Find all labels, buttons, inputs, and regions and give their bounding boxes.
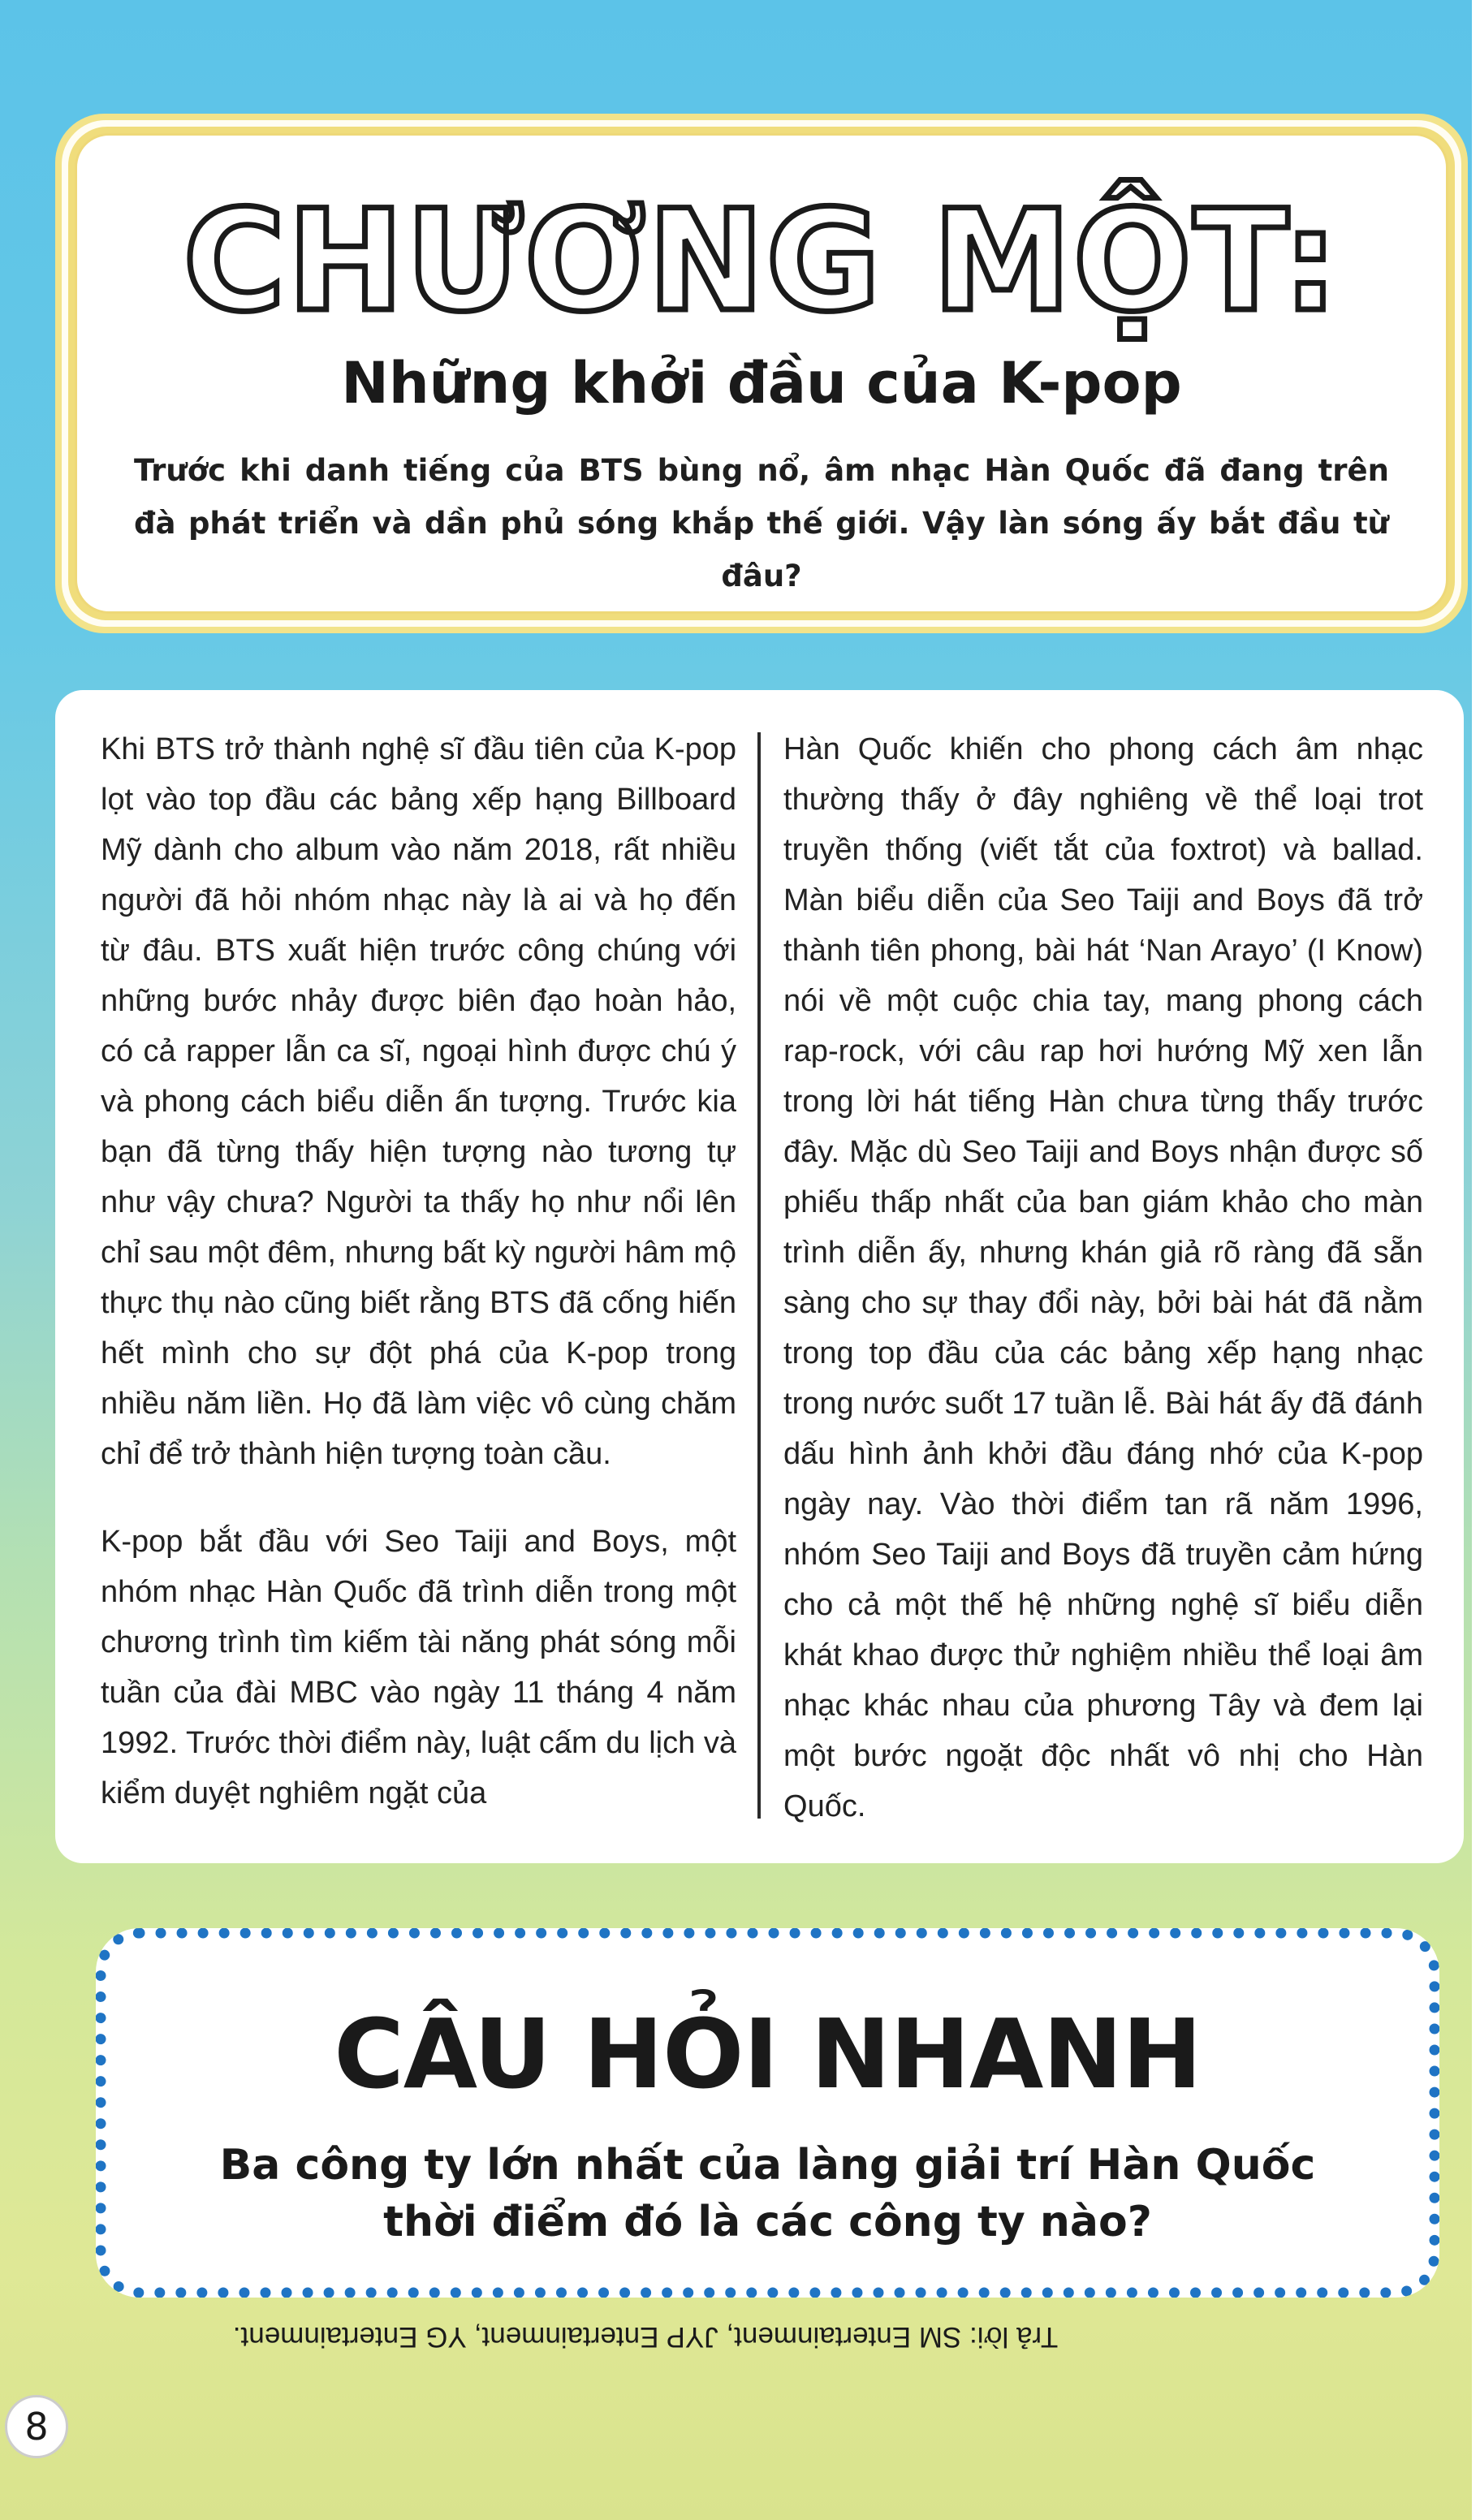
quiz-answer-upside-down: Trả lời: SM Entertainment, JYP Entertainment, YG Entertainment. — [232, 2321, 1059, 2353]
article-left-column — [101, 724, 757, 1863]
chapter-title: CHƯƠNG MỘT: — [183, 179, 1340, 343]
quiz-question-line: Ba công ty lớn nhất của làng giải trí Hàn Quốc — [219, 2140, 1316, 2190]
chapter-subtitle: Những khởi đầu của K-pop — [341, 350, 1182, 417]
chapter-header-box — [55, 114, 1468, 633]
quiz-title: CÂU HỎI NHANH — [334, 1998, 1202, 2110]
article-paragraph: Hàn Quốc khiến cho phong cách âm nhạc thường thấy ở đây nghiêng về thể loại trot truyền thống (viết tắt của foxtrot) và ballad. Màn biểu diễn của Seo Taiji and Boys đã trở thành tiên phong, bài hát ‘Nan Arayo’ (I Know) nói về một cuộc chia tay, mang phong cách rap-rock, với câu rap hơi hướng Mỹ xen lẫn trong lời hát tiếng Hàn chưa từng thấy trước đây. Mặc dù Seo Taiji and Boys nhận được số phiếu thấp nhất của ban giám khảo cho màn trình diễn ấy, nhưng khán giả rõ ràng đã sẵn sàng cho sự thay đổi này, bởi bài hát đã nằm trong top đầu của các bảng xếp hạng nhạc trong nước suốt 17 tuần lễ. Bài hát ấy đã đánh dấu hình ảnh khởi đầu đáng nhớ của K-pop ngày nay. Vào thời điểm tan rã năm 1996, nhóm Seo Taiji and Boys đã truyền cảm hứng cho cả một thế hệ những nghệ sĩ biểu diễn khát khao được thử nghiệm nhiều thể loại âm nhạc khác nhau của phương Tây và đem lại một bước ngoặt độc nhất vô nhị cho Hàn Quốc. — [783, 732, 1423, 1823]
article-paragraph: K-pop bắt đầu với Seo Taiji and Boys, một nhóm nhạc Hàn Quốc đã trình diễn trong một chương trình tìm kiếm tài năng phát sóng mỗi tuần của đài MBC vào ngày 11 tháng 4 năm 1992. Trước thời điểm này, luật cấm du lịch và kiểm duyệt nghiêm ngặt của — [101, 1525, 737, 1810]
chapter-intro: Trước khi danh tiếng của BTS bùng nổ, âm nhạc Hàn Quốc đã đang trên đà phát triển và dần phủ sóng khắp thế giới. Vậy làn sóng ấy bắt đầu từ đâu? — [134, 453, 1389, 593]
article-right-column — [761, 724, 1423, 1863]
page-number-badge: 8 — [5, 2395, 68, 2458]
page-edge — [1472, 0, 1480, 2520]
article-body — [55, 690, 1464, 1863]
quiz-question — [106, 2137, 1429, 2250]
article-paragraph: Khi BTS trở thành nghệ sĩ đầu tiên của K-pop lọt vào top đầu các bảng xếp hạng Billboard Mỹ dành cho album vào năm 2018, rất nhiều người đã hỏi nhóm nhạc này là ai và họ đến từ đâu. BTS xuất hiện trước công chúng với những bước nhảy được biên đạo hoàn hảo, có cả rapper lẫn ca sĩ, ngoại hình được chú ý và phong cách biểu diễn ấn tượng. Trước kia bạn đã từng thấy hiện tượng nào tương tự như vậy chưa? Người ta thấy họ như nổi lên chỉ sau một đêm, nhưng bất kỳ người hâm mộ thực thụ nào cũng biết rằng BTS đã cống hiến hết mình cho sự đột phá của K-pop trong nhiều năm liền. Họ đã làm việc vô cùng chăm chỉ để trở thành hiện tượng toàn cầu. — [101, 732, 737, 1471]
quiz-question-line: thời điểm đó là các công ty nào? — [383, 2197, 1152, 2246]
quick-question-box — [96, 1928, 1439, 2298]
